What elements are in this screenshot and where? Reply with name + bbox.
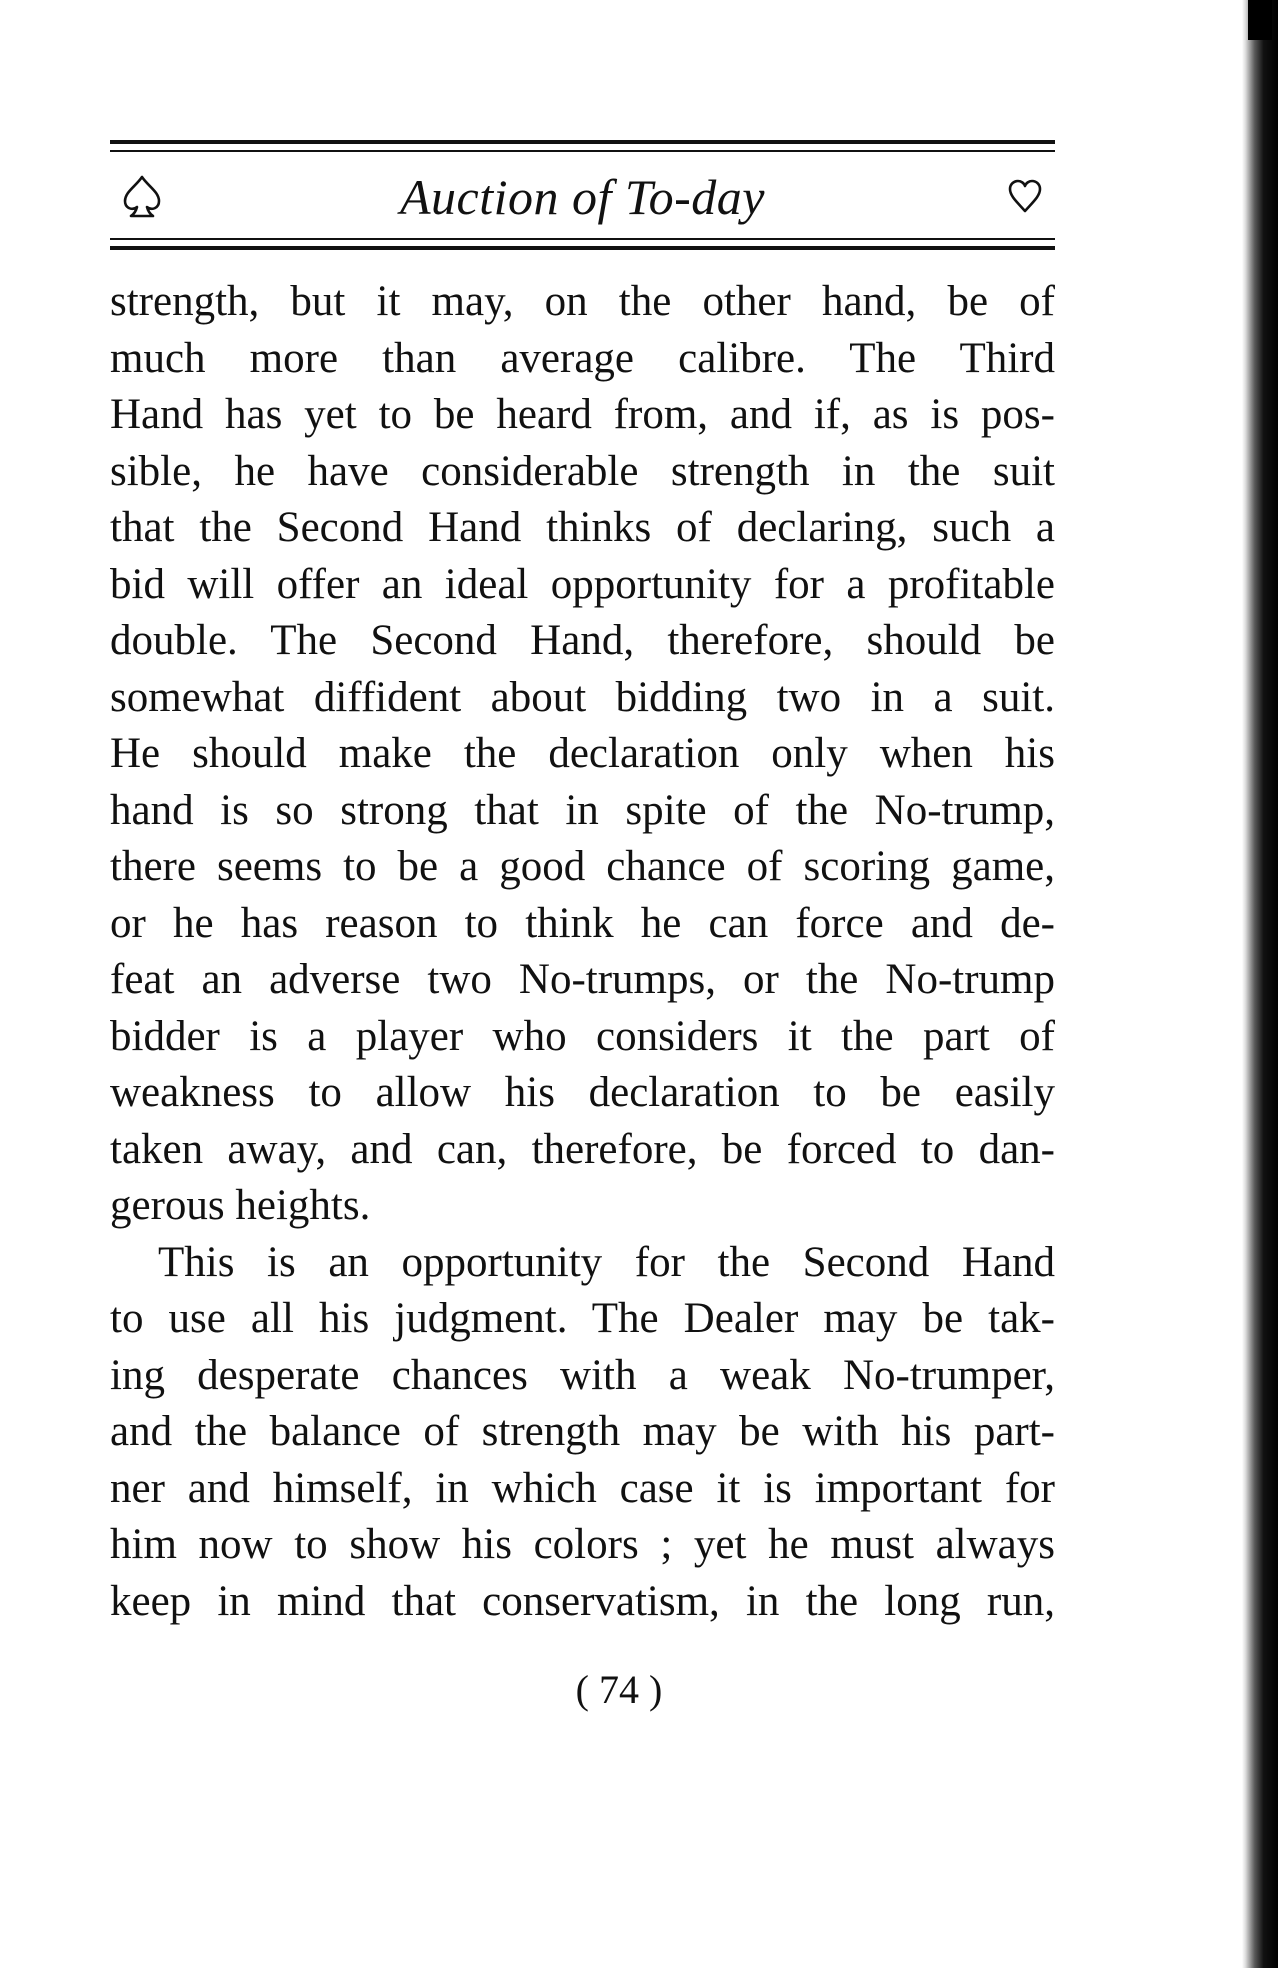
text-line: or he has reason to think he can force and de- (110, 899, 1055, 947)
text-line: bidder is a player who considers it the part of (110, 1012, 1055, 1060)
body-text (110, 274, 1055, 1630)
paragraph-start-line: This is an opportunity for the Second Hand (158, 1238, 1055, 1286)
text-line: ner and himself, in which case it is important for (110, 1464, 1055, 1512)
text-line: Hand has yet to be heard from, and if, as is pos- (110, 391, 1055, 438)
running-head-title: Auction of To-day (400, 169, 765, 225)
text-line: double. The Second Hand, therefore, should be (110, 617, 1055, 664)
header-rule-bottom-thick (110, 246, 1055, 250)
header-rule-top-thin (110, 150, 1055, 152)
text-line: sible, he have considerable strength in the suit (110, 447, 1055, 495)
text-line: taken away, and can, therefore, be forced to dan- (110, 1125, 1055, 1173)
page-number: ( 74 ) (575, 1667, 663, 1712)
text-line: keep in mind that conservatism, in the long run, (110, 1577, 1055, 1625)
text-line: to use all his judgment. The Dealer may be tak- (110, 1295, 1055, 1342)
text-line: hand is so strong that in spite of the No-trump, (110, 786, 1055, 834)
text-line: him now to show his colors ; yet he must always (110, 1521, 1055, 1568)
text-line: strength, but it may, on the other hand, be of (110, 278, 1055, 325)
text-line: and the balance of strength may be with his part- (110, 1408, 1055, 1455)
header-rule-bottom-thin (110, 238, 1055, 240)
text-line: much more than average calibre. The Third (110, 334, 1055, 382)
text-line: He should make the declaration only when his (110, 730, 1055, 777)
text-line: ing desperate chances with a weak No-trumper, (110, 1351, 1055, 1399)
text-line: weakness to allow his declaration to be easily (110, 1069, 1055, 1116)
binding-edge-top (1248, 0, 1272, 40)
paragraph-end-line: gerous heights. (110, 1182, 371, 1229)
text-line: feat an adverse two No-trumps, or the No-trump (110, 956, 1055, 1003)
text-line: that the Second Hand thinks of declaring, such a (110, 504, 1055, 551)
text-line: somewhat diffident about bidding two in a suit. (110, 673, 1055, 721)
header-rule-top-thick (110, 140, 1055, 144)
running-head (110, 160, 1055, 234)
heart-icon (1007, 178, 1043, 214)
text-line: bid will offer an ideal opportunity for a profitable (110, 560, 1055, 608)
text-line: there seems to be a good chance of scoring game, (110, 843, 1055, 890)
